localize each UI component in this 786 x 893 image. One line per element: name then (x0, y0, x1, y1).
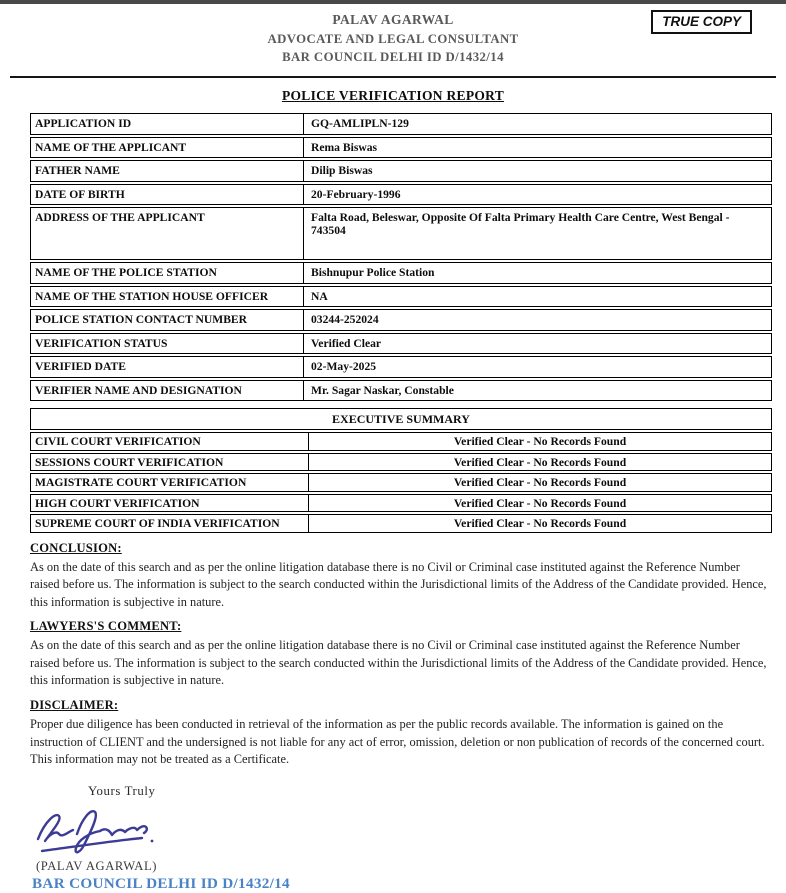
field-value: Bishnupur Police Station (311, 266, 435, 279)
signatory-name: (PALAV AGARWAL) (36, 858, 158, 873)
advocate-title: ADVOCATE AND LEGAL CONSULTANT (267, 31, 519, 46)
verification-result: Verified Clear - No Records Found (453, 496, 627, 510)
page-top-border (0, 0, 786, 4)
applicant-details-table (30, 113, 772, 401)
table-row (30, 184, 772, 206)
handwritten-signature-image (32, 803, 174, 859)
advocate-name: PALAV AGARWAL (332, 12, 454, 27)
field-value: Dilip Biswas (311, 164, 373, 177)
table-row (30, 262, 772, 284)
signature-block (32, 803, 786, 859)
verification-label: HIGH COURT VERIFICATION (31, 495, 309, 512)
table-row (30, 453, 772, 472)
lawyers-comment-body: As on the date of this search and as per the online litigation database there is no Civil or Criminal case instituted against the Reference Number raised before us. The information is subject to the search conducted within the Jurisdictional limits of the Address of the Candidate provided. Hence, this information is subjective in nature. (30, 638, 767, 688)
executive-summary-table (30, 408, 772, 533)
field-value: NA (311, 289, 328, 303)
executive-summary-title: EXECUTIVE SUMMARY (30, 408, 772, 430)
field-label: VERIFIER NAME AND DESIGNATION (31, 381, 304, 401)
field-label: FATHER NAME (31, 161, 304, 181)
field-value: 03244-252024 (311, 313, 379, 326)
field-value: Verified Clear (311, 336, 382, 350)
conclusion-heading: CONCLUSION: (30, 540, 122, 555)
page-title: POLICE VERIFICATION REPORT (281, 88, 505, 103)
table-row (30, 380, 772, 402)
field-label: NAME OF THE STATION HOUSE OFFICER (31, 287, 304, 307)
table-row (30, 160, 772, 182)
table-row (30, 356, 772, 378)
table-row (30, 333, 772, 355)
lawyers-comment-heading: LAWYERS'S COMMENT: (30, 619, 182, 634)
table-row (30, 494, 772, 513)
verification-result: Verified Clear - No Records Found (453, 517, 627, 530)
field-label: VERIFIED DATE (31, 357, 304, 377)
field-label: NAME OF THE POLICE STATION (31, 263, 304, 283)
field-label: APPLICATION ID (31, 114, 304, 134)
field-value: GQ-AMLIPLN-129 (311, 117, 409, 130)
table-row (30, 432, 772, 451)
field-value: Mr. Sagar Naskar, Constable (311, 383, 454, 397)
table-row (30, 514, 772, 533)
table-row (30, 137, 772, 159)
disclaimer-section (30, 698, 772, 769)
verification-label: MAGISTRATE COURT VERIFICATION (31, 474, 309, 491)
verification-result: Verified Clear - No Records Found (453, 455, 627, 469)
field-label: VERIFICATION STATUS (31, 334, 304, 354)
verification-label: SESSIONS COURT VERIFICATION (31, 454, 309, 471)
verification-result: Verified Clear - No Records Found (453, 435, 627, 448)
table-row (30, 309, 772, 331)
field-label: POLICE STATION CONTACT NUMBER (31, 310, 304, 330)
field-value: Rema Biswas (311, 140, 378, 154)
verification-label: CIVIL COURT VERIFICATION (31, 433, 309, 450)
report-title-row (0, 87, 786, 105)
table-row (30, 207, 772, 260)
field-label: ADDRESS OF THE APPLICANT (31, 208, 304, 259)
report-sections (30, 541, 772, 769)
disclaimer-heading: DISCLAIMER: (30, 698, 119, 713)
lawyers-comment-section (30, 619, 772, 690)
verification-label: SUPREME COURT OF INDIA VERIFICATION (31, 515, 309, 532)
closing-salutation: Yours Truly (88, 783, 156, 798)
verification-result: Verified Clear - No Records Found (453, 476, 627, 489)
field-value: 02-May-2025 (311, 360, 377, 373)
header-divider (10, 76, 776, 78)
field-value: Falta Road, Beleswar, Opposite Of Falta Primary Health Care Centre, West Bengal - 743504 (311, 211, 730, 237)
advocate-bar-council: BAR COUNCIL DELHI ID D/1432/14 (282, 50, 504, 64)
conclusion-section (30, 541, 772, 612)
field-value: 20-February-1996 (311, 187, 401, 201)
table-row (30, 286, 772, 308)
disclaimer-body: Proper due diligence has been conducted in retrieval of the information as per the public records available. The information is gained on the instruction of CLIENT and the undersigned is not liable for any act of error, omission, deletion or non publication of records of the concerned court. This information may not be treated as a Certificate. (30, 717, 765, 767)
true-copy-stamp: TRUE COPY (651, 10, 752, 34)
table-row (30, 113, 772, 135)
field-label: NAME OF THE APPLICANT (31, 138, 304, 158)
table-row (30, 473, 772, 492)
conclusion-body: As on the date of this search and as per the online litigation database there is no Civil or Criminal case instituted against the Reference Number raised before us. The information is subject to the search conducted within the Jurisdictional limits of the Address of the Candidate provided. Hence, this information is subjective in nature. (30, 559, 767, 609)
field-label: DATE OF BIRTH (31, 185, 304, 205)
signatory-bar-council-id: BAR COUNCIL DELHI ID D/1432/14 (32, 874, 290, 892)
